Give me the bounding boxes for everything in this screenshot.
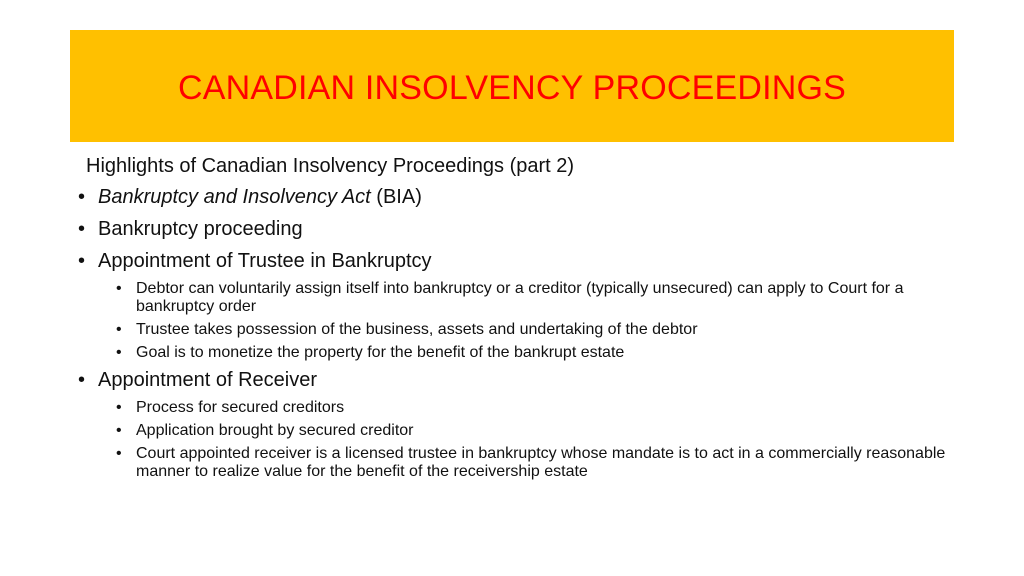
bankruptcy-proceeding-text: Bankruptcy proceeding xyxy=(98,218,303,240)
trustee-sub-item-text: Trustee takes possession of the business, assets and undertaking of the debtor xyxy=(136,321,698,338)
receiver-sub-item xyxy=(78,422,958,440)
bullet-bia xyxy=(78,184,958,210)
trustee-heading-text: Appointment of Trustee in Bankruptcy xyxy=(98,250,432,272)
bullet-dot-icon: • xyxy=(116,344,122,361)
receiver-sub-item xyxy=(78,445,958,481)
bullet-dot-icon: • xyxy=(116,422,122,439)
receiver-sub-item-text: Court appointed receiver is a licensed trustee in bankruptcy whose mandate is to act in a commercially reasonable manner to realize value for the benefit of the receivership estate xyxy=(136,445,946,480)
bullet-dot-icon: • xyxy=(78,186,86,208)
intro-text: Highlights of Canadian Insolvency Proceedings (part 2) xyxy=(86,155,575,177)
bullet-dot-icon: • xyxy=(116,321,122,338)
receiver-sub-list xyxy=(78,399,958,481)
receiver-sub-item-text: Application brought by secured creditor xyxy=(136,422,414,439)
receiver-sub-item-text: Process for secured creditors xyxy=(136,399,345,416)
trustee-sub-item-text: Debtor can voluntarily assign itself into bankruptcy or a creditor (typically unsecured) can apply to Court for a bankruptcy order xyxy=(136,280,904,315)
bullet-dot-icon: • xyxy=(78,369,86,391)
bullet-dot-icon: • xyxy=(78,250,86,272)
trustee-sub-item xyxy=(78,280,958,316)
bullet-receiver-heading xyxy=(78,367,958,393)
bia-italic-text: Bankruptcy and Insolvency Act xyxy=(98,186,371,208)
bullet-dot-icon: • xyxy=(116,280,122,297)
trustee-sub-item-text: Goal is to monetize the property for the benefit of the bankrupt estate xyxy=(136,344,625,361)
trustee-sub-item xyxy=(78,321,958,339)
receiver-heading-text: Appointment of Receiver xyxy=(98,369,318,391)
bullet-dot-icon: • xyxy=(78,218,86,240)
bullet-dot-icon: • xyxy=(116,399,122,416)
bia-suffix-text: (BIA) xyxy=(370,186,422,208)
trustee-sub-item xyxy=(78,344,958,362)
title-band xyxy=(70,30,954,142)
trustee-sub-list xyxy=(78,280,958,362)
bullet-bankruptcy-proceeding xyxy=(78,216,958,242)
slide-title: CANADIAN INSOLVENCY PROCEEDINGS xyxy=(177,68,847,107)
bullet-trustee-heading xyxy=(78,248,958,274)
receiver-sub-item xyxy=(78,399,958,417)
bullet-dot-icon: • xyxy=(116,445,122,462)
slide-content xyxy=(78,152,958,486)
